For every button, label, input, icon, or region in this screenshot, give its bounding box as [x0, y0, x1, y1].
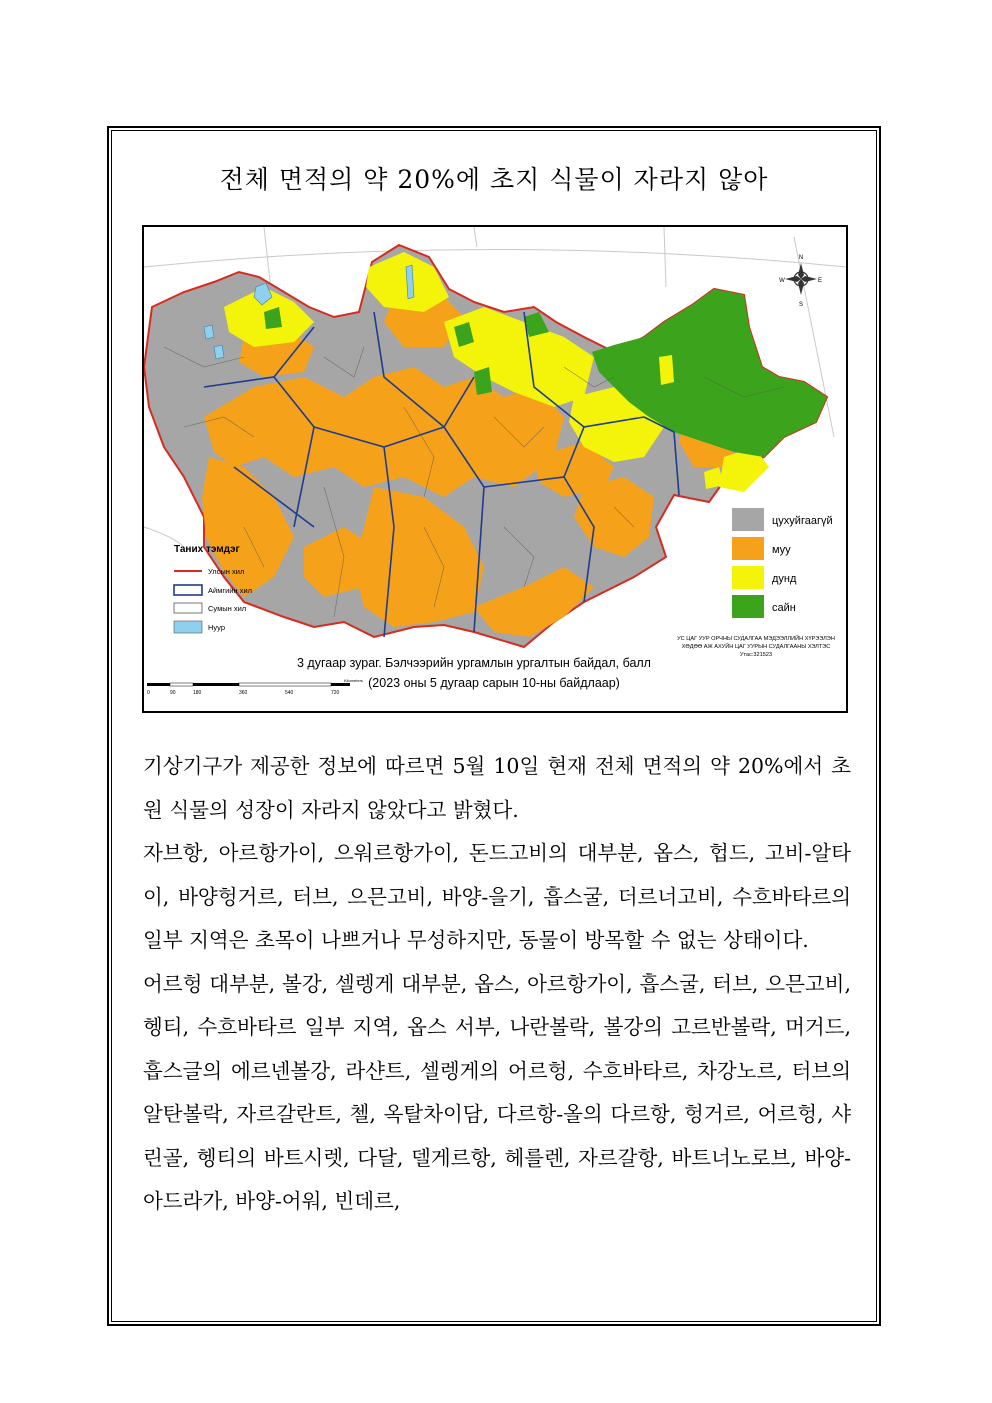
class-label-medium: дунд	[772, 573, 797, 585]
scale-tick-0: 0	[147, 690, 150, 696]
paragraph-2: 자브항, 아르항가이, 으워르항가이, 돈드고비의 대부분, 옵스, 헙드, 고비-알타이, 바양헝거르, 터브, 으믄고비, 바양-을기, 흡스굴, 더르너고비, 수흐바타르의 일부 지역은 초목이 나쁘거나 무성하지만, 동물이 방목할 수 없는 상태이다.	[143, 841, 851, 952]
legend-symbol-lake	[174, 621, 202, 633]
legend-label-sum: Сумын хил	[208, 604, 247, 613]
map-caption-line-2: (2023 оны 5 дугаар сарын 10-ны байдлаар)	[368, 676, 620, 690]
paragraph-1: 기상기구가 제공한 정보에 따르면 5월 10일 현재 전체 면적의 약 20%에서 초원 식물의 성장이 자라지 않았다고 밝혔다.	[143, 754, 851, 822]
legend-label-aimag: Аймгийн хил	[208, 586, 253, 595]
scale-tick-540: 540	[285, 690, 294, 696]
scale-tick-180: 180	[193, 690, 202, 696]
compass-rose	[785, 263, 817, 295]
legend-label-lake: Нуур	[208, 623, 226, 632]
credit-line-3: Утас:321523	[739, 652, 773, 658]
legend-label-country: Улсын хил	[208, 567, 245, 576]
vegetation-map-figure	[142, 225, 848, 713]
class-swatch-none	[732, 508, 764, 531]
legend-title: Таних тэмдэг	[174, 544, 240, 555]
class-legend	[732, 508, 833, 618]
class-swatch-medium	[732, 566, 764, 589]
credit-line-1: УС ЦАГ УУР ОРЧНЫ СУДАЛГАА МЭДЭЭЛЛИЙН ХҮРЭЭЛЭН	[677, 636, 835, 642]
compass-e: E	[817, 278, 823, 284]
scale-bar	[147, 678, 363, 696]
class-label-poor: муу	[772, 544, 791, 556]
legend-symbol-aimag	[174, 585, 202, 595]
class-label-none: цухуйгаагүй	[772, 515, 833, 527]
class-swatch-poor	[732, 537, 764, 560]
article-title: 전체 면적의 약 20%에 초지 식물이 자라지 않아	[219, 165, 769, 194]
scale-tick-360: 360	[239, 690, 248, 696]
scale-tick-90: 90	[170, 690, 176, 696]
scale-tick-720: 720	[331, 690, 340, 696]
class-label-good: сайн	[772, 602, 796, 614]
scale-unit: Kilometers	[344, 678, 363, 683]
class-swatch-good	[732, 595, 764, 618]
map-caption-line-1: 3 дугаар зураг. Бэлчээрийн ургамлын ургалтын байдал, балл	[297, 656, 651, 670]
credit-line-2: ХӨДӨӨ АЖ АХУЙН ЦАГ УУРЫН СУДАЛГААНЫ ХЭЛТЭС	[681, 644, 831, 650]
compass-n: N	[798, 255, 804, 261]
legend-symbol-sum	[174, 603, 202, 613]
paragraph-3: 어르헝 대부분, 볼강, 셀렝게 대부분, 옵스, 아르항가이, 흡스굴, 터브, 으믄고비, 헹티, 수흐바타르 일부 지역, 옵스 서부, 나란볼락, 볼강의 고르반볼락, 머거드, 흡스글의 에르넨볼강, 라샨트, 셀렝게의 어르헝, 수흐바타르, 차강노르, 터브의 알탄볼락, 자르갈란트, 첼, 옥탈차이담, 다르항-올의 다르항, 헝거르, 어르헝, 샤린골, 헹티의 바트시렛, 다달, 델게르항, 헤를렌, 자르갈항, 바트너노로브, 바양-아드라가, 바양-어워, 빈데르,	[143, 971, 851, 1213]
compass-s: S	[798, 302, 804, 308]
mongolia-map	[144, 227, 846, 711]
compass-w: W	[779, 278, 785, 284]
article-body	[143, 745, 851, 1224]
